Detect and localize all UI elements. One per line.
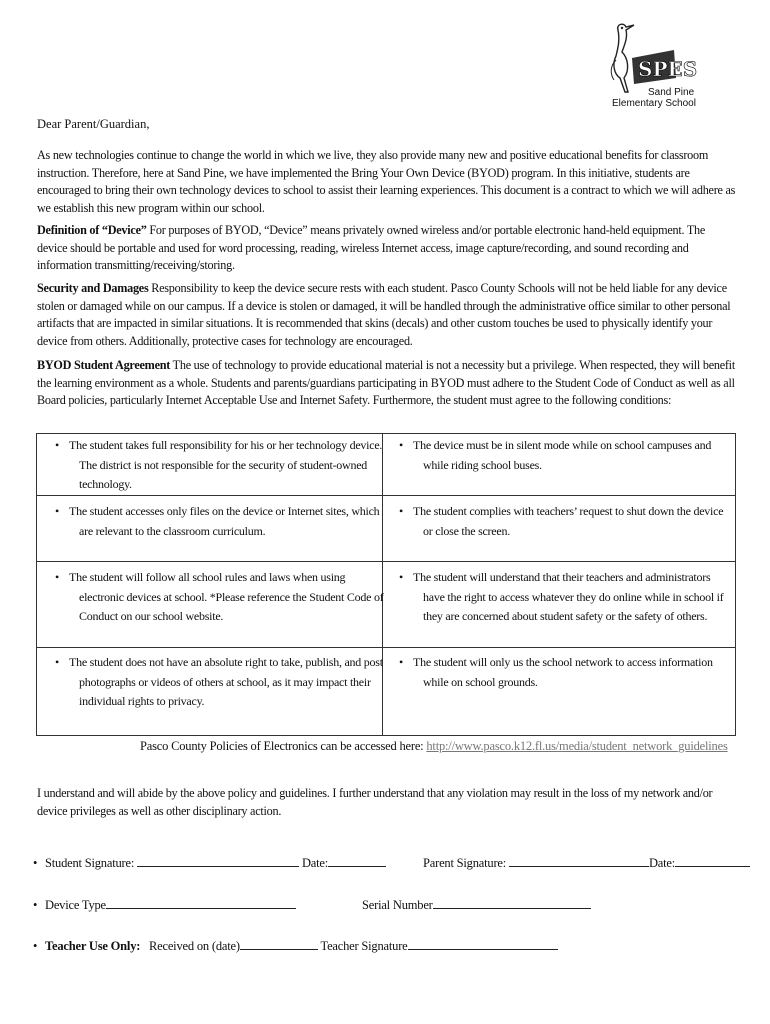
- conditions-table: [36, 433, 736, 736]
- byod-agreement-paragraph: [37, 357, 737, 410]
- device-type-field[interactable]: • Device Type: [33, 896, 296, 913]
- received-on-label: Received on (date): [149, 939, 240, 953]
- intro-paragraph: As new technologies continue to change the world in which we live, they also provide many new and positive educational benefits for classroom instruction. Therefore, here at Sand Pine, we have implemented the Bring Your Own Device (BYOD) program. In this initiative, students are encouraged to bring their own technology devices to school to assist their learning experiences. This document is a contract to which we will adhere as we establish this new program within our school.: [37, 148, 736, 215]
- table-divider: [37, 495, 735, 496]
- policy-line: [140, 739, 728, 754]
- condition-cell: • The student complies with teachers’ request to shut down the device or close the screen.: [399, 504, 724, 538]
- student-signature-field[interactable]: • Student Signature: Date:: [33, 854, 386, 871]
- policy-link[interactable]: http://www.pasco.k12.fl.us/media/student_network_guidelines: [426, 739, 728, 753]
- agreement-paragraph: I understand and will abide by the above policy and guidelines. I further understand that any violation may result in the loss of my network and/or device privileges as well as other disciplinary action.: [37, 786, 713, 818]
- school-logo: [588, 18, 738, 114]
- student-signature-label: Student Signature:: [45, 856, 135, 870]
- device-type-label: Device Type: [45, 898, 106, 912]
- teacher-signature-line[interactable]: [408, 937, 558, 950]
- teacher-signature-label: Teacher Signature: [320, 939, 408, 953]
- security-heading: Security and Damages: [37, 281, 149, 295]
- condition-cell: • The student accesses only files on the device or Internet sites, which are relevant to the classroom curriculum.: [55, 504, 380, 538]
- condition-cell: • The student does not have an absolute right to take, publish, and post photographs or videos of others at school, as it may impact their individual rights to privacy.: [55, 655, 383, 708]
- logo-letters: SPES: [638, 57, 698, 81]
- condition-cell: • The device must be in silent mode while on school campuses and while riding school buses.: [399, 438, 712, 472]
- condition-cell: • The student will understand that their teachers and administrators have the right to access whatever they do online while in school if they are concerned about student safety or the safety of others.: [399, 570, 724, 623]
- table-divider: [37, 647, 735, 648]
- device-definition-heading: Definition of “Device”: [37, 223, 147, 237]
- student-signature-line[interactable]: [137, 854, 299, 867]
- device-definition-text: For purposes of BYOD, “Device” means privately owned wireless and/or portable electronic hand-held equipment. The device should be portable and used for word processing, reading, wireless Internet access, image capture/recording, and sound recording and information transmitting/receiving/storing.: [37, 223, 706, 272]
- date-label: Date:: [301, 856, 329, 870]
- received-on-line[interactable]: [240, 937, 318, 950]
- serial-number-label: Serial Number: [362, 898, 433, 912]
- condition-cell: • The student takes full responsibility for his or her technology device. The district is not responsible for the security of student-owned technology.: [55, 438, 383, 491]
- student-date-line[interactable]: [328, 854, 386, 867]
- teacher-use-field[interactable]: • Teacher Use Only: Received on (date) Teacher Signature: [33, 937, 558, 954]
- policy-text: Pasco County Policies of Electronics can be accessed here:: [140, 739, 427, 753]
- security-paragraph: [37, 280, 737, 350]
- teacher-use-label: Teacher Use Only:: [45, 939, 141, 953]
- logo-school-name-line1: Sand Pine: [648, 87, 695, 98]
- table-divider: [37, 561, 735, 562]
- serial-number-field[interactable]: [362, 896, 591, 913]
- date-label: Date:: [648, 856, 676, 870]
- serial-number-line[interactable]: [433, 896, 591, 909]
- heron-logo-icon: [588, 18, 738, 98]
- parent-signature-label: Parent Signature:: [423, 856, 507, 870]
- parent-signature-line[interactable]: [509, 854, 649, 867]
- parent-date-line[interactable]: [675, 854, 750, 867]
- byod-agreement-text: The use of technology to provide educational material is not a necessity but a privilege. When respected, they will benefit the learning environment as a whole. Students and parents/guardians participating in BYOD must adhere to the Student Code of Conduct as well as all Board policies, particularly Internet Acceptable Use and Internet Safety. Furthermore, the student must agree to the following conditions:: [37, 358, 735, 407]
- condition-cell: • The student will follow all school rules and laws when using electronic devices at school. *Please reference the Student Code of Conduct on our school website.: [55, 570, 384, 623]
- salutation: Dear Parent/Guardian,: [37, 117, 150, 131]
- device-type-line[interactable]: [106, 896, 296, 909]
- security-text: Responsibility to keep the device secure rests with each student. Pasco County Schools will not be held liable for any device stolen or damaged while on our campus. If a device is stolen or damaged, it will be handled through the administrative office similar to other personal artifacts that are impacted in similar situations. It is recommended that skins (decals) and other custom touches be used to physically identify your device from others. Additionally, protective cases for technology are encouraged.: [37, 281, 731, 348]
- device-definition-paragraph: [37, 222, 737, 275]
- logo-school-name-line2: Elementary School: [612, 98, 696, 109]
- condition-cell: • The student will only us the school network to access information while on school grounds.: [399, 655, 713, 689]
- byod-agreement-heading: BYOD Student Agreement: [37, 358, 171, 372]
- parent-signature-field[interactable]: [423, 854, 750, 871]
